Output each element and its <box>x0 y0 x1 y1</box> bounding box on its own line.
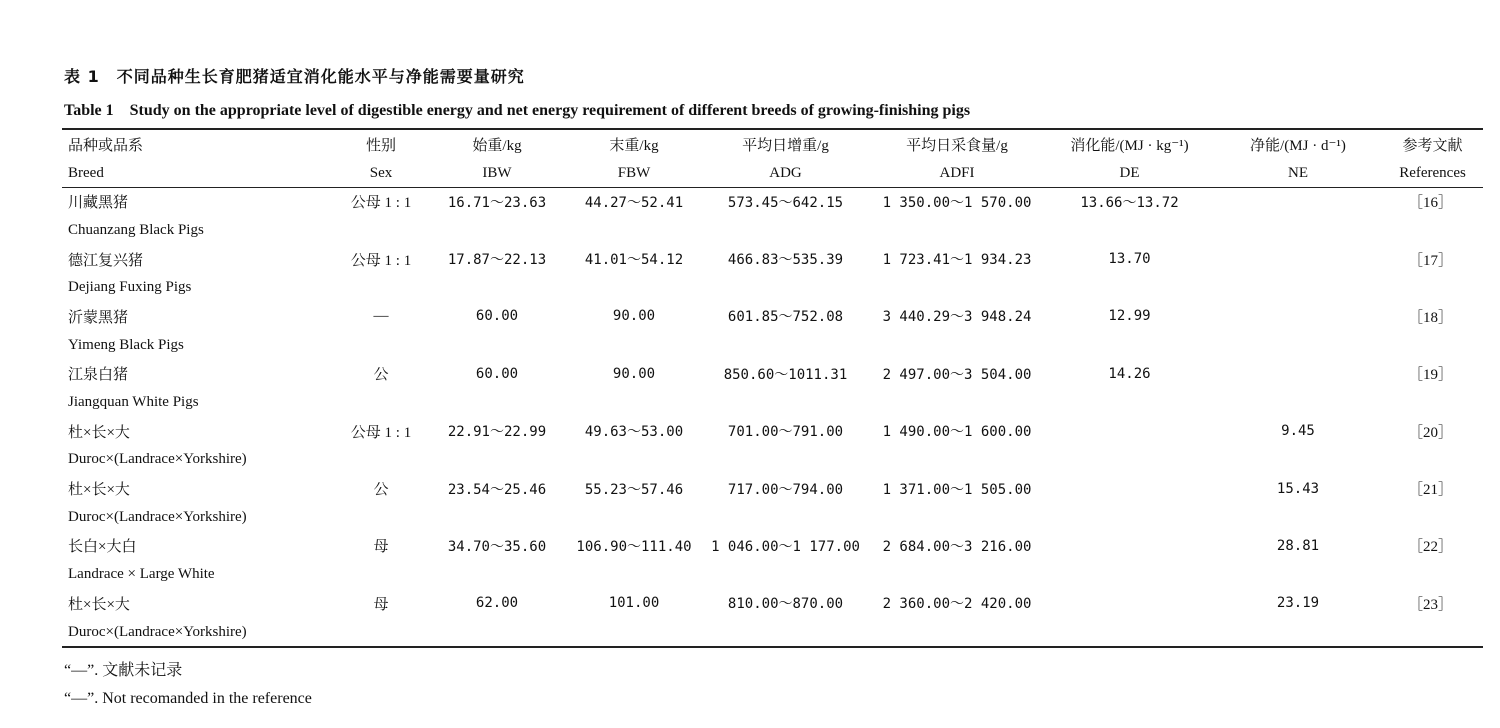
cell-adfi: 2 684.00～3 216.00 <box>882 538 1032 555</box>
cell-breed-en: Jiangquan White Pigs <box>68 394 199 411</box>
cell-ref: ［23］ <box>1407 596 1453 613</box>
cell-ne: 15.43 <box>1276 480 1320 497</box>
cell-ibw: 60.00 <box>475 365 519 382</box>
cell-breed-cn: 杜×长×大 <box>68 596 130 613</box>
cell-adg: 810.00～870.00 <box>727 596 844 613</box>
cell-adfi: 1 490.00～1 600.00 <box>882 424 1032 441</box>
cell-ibw: 60.00 <box>475 308 519 325</box>
cell-sex: 公母 1 : 1 <box>350 252 412 269</box>
cell-ibw: 34.70～35.60 <box>447 538 547 555</box>
cell-breed-en: Dejiang Fuxing Pigs <box>68 279 192 296</box>
table-caption-en: Table 1 Study on the appropriate level of digestible energy and net energy requirement of different breeds of growing-finishing pigs <box>64 102 971 119</box>
cell-breed-cn: 长白×大白 <box>68 539 137 556</box>
cell-ibw: 16.71～23.63 <box>447 194 547 211</box>
row-spacer <box>334 273 1483 302</box>
table-caption-cn: 表 1 不同品种生长育肥猪适宜消化能水平与净能需要量研究 <box>64 67 525 86</box>
row-spacer <box>334 216 1483 245</box>
cell-ref: ［16］ <box>1407 195 1453 212</box>
cell-fbw: 41.01～54.12 <box>584 252 684 269</box>
cell-ne <box>1214 245 1382 274</box>
header-row-cn <box>62 130 1483 159</box>
cell-breed-cn: 德江复兴猪 <box>68 252 144 269</box>
table-row <box>62 245 1483 274</box>
cell-adfi: 1 723.41～1 934.23 <box>882 252 1032 269</box>
table-row <box>62 360 1483 389</box>
cell-breed-en: Landrace × Large White <box>68 566 215 583</box>
header-adg-en: ADG <box>769 164 802 181</box>
cell-de <box>1045 474 1214 503</box>
footnote-cn: “—”. 文献未记录 <box>64 662 183 679</box>
row-spacer <box>334 388 1483 417</box>
table-row-en <box>62 388 1483 417</box>
cell-breed-en: Yimeng Black Pigs <box>68 336 184 353</box>
cell-ne <box>1214 187 1382 216</box>
cell-adg: 601.85～752.08 <box>727 309 844 326</box>
row-spacer <box>334 560 1483 589</box>
cell-sex: 母 <box>373 539 389 556</box>
header-fbw-en: FBW <box>617 164 651 181</box>
cell-adg: 466.83～535.39 <box>727 252 844 269</box>
cell-ref: ［17］ <box>1407 252 1453 269</box>
cell-ne: 28.81 <box>1276 537 1320 554</box>
cell-fbw: 55.23～57.46 <box>584 481 684 498</box>
cell-breed-en: Chuanzang Black Pigs <box>68 221 204 238</box>
cell-adg: 1 046.00～1 177.00 <box>711 538 860 555</box>
cell-adfi: 2 360.00～2 420.00 <box>882 596 1032 613</box>
cell-sex: 公 <box>373 367 389 384</box>
table-row <box>62 302 1483 331</box>
table-row-en <box>62 273 1483 302</box>
header-breed-en: Breed <box>68 164 104 181</box>
table-row-en <box>62 446 1483 475</box>
header-adfi-cn: 平均日采食量/g <box>906 137 1008 154</box>
header-ref-cn: 参考文献 <box>1402 137 1463 154</box>
cell-adfi: 1 350.00～1 570.00 <box>882 194 1032 211</box>
cell-ibw: 23.54～25.46 <box>447 481 547 498</box>
cell-ibw: 22.91～22.99 <box>447 424 547 441</box>
cell-adg: 850.60～1011.31 <box>723 366 848 383</box>
cell-breed-cn: 杜×长×大 <box>68 424 130 441</box>
cell-sex: — <box>373 307 389 324</box>
cell-adg: 717.00～794.00 <box>727 481 844 498</box>
cell-breed-cn: 杜×长×大 <box>68 482 130 499</box>
header-de-cn: 消化能/(MJ · kg⁻¹) <box>1070 137 1189 154</box>
cell-breed-en: Duroc×(Landrace×Yorkshire) <box>68 623 247 640</box>
table-row-en <box>62 216 1483 245</box>
table-body <box>62 187 1483 646</box>
table-row <box>62 589 1483 618</box>
cell-de: 14.26 <box>1108 365 1151 382</box>
cell-fbw: 49.63～53.00 <box>584 424 684 441</box>
table-row <box>62 532 1483 561</box>
cell-breed-cn: 沂蒙黑猪 <box>68 309 129 326</box>
footnote-en: “—”. Not recomanded in the reference <box>64 690 312 707</box>
cell-sex: 公 <box>373 482 389 499</box>
row-spacer <box>334 446 1483 475</box>
cell-ref: ［18］ <box>1407 309 1453 326</box>
cell-de: 13.70 <box>1108 251 1151 268</box>
table-row <box>62 417 1483 446</box>
cell-breed-en: Duroc×(Landrace×Yorkshire) <box>68 451 247 468</box>
cell-ref: ［21］ <box>1407 482 1453 499</box>
table-header <box>62 130 1483 187</box>
header-ne-cn: 净能/(MJ · d⁻¹) <box>1250 137 1346 154</box>
cell-de <box>1045 589 1214 618</box>
cell-breed-en: Duroc×(Landrace×Yorkshire) <box>68 508 247 525</box>
cell-de: 13.66～13.72 <box>1080 194 1179 211</box>
cell-sex: 公母 1 : 1 <box>350 424 412 441</box>
cell-sex: 公母 1 : 1 <box>350 195 412 212</box>
header-row-en <box>62 159 1483 188</box>
cell-ne <box>1214 360 1382 389</box>
table-row-en <box>62 560 1483 589</box>
cell-adfi: 3 440.29～3 948.24 <box>882 309 1032 326</box>
header-adfi-en: ADFI <box>939 164 975 181</box>
cell-fbw: 90.00 <box>612 308 656 325</box>
cell-ne: 9.45 <box>1281 423 1315 440</box>
cell-ref: ［19］ <box>1407 367 1453 384</box>
cell-breed-cn: 江泉白猪 <box>68 367 129 384</box>
cell-ibw: 17.87～22.13 <box>447 252 547 269</box>
cell-fbw: 101.00 <box>608 595 660 612</box>
table-row <box>62 187 1483 216</box>
cell-de <box>1045 417 1214 446</box>
cell-breed-cn: 川藏黑猪 <box>68 195 129 212</box>
row-spacer <box>334 331 1483 360</box>
cell-ne: 23.19 <box>1276 595 1320 612</box>
row-spacer <box>334 618 1483 647</box>
data-table <box>62 130 1483 646</box>
header-ne-en: NE <box>1288 164 1308 181</box>
header-adg-cn: 平均日增重/g <box>742 137 829 154</box>
table-row-en <box>62 618 1483 647</box>
header-sex-en: Sex <box>369 164 393 181</box>
header-fbw-cn: 末重/kg <box>609 137 659 154</box>
cell-de <box>1045 532 1214 561</box>
cell-fbw: 44.27～52.41 <box>584 194 684 211</box>
row-spacer <box>334 503 1483 532</box>
header-de-en: DE <box>1119 164 1140 181</box>
cell-ref: ［20］ <box>1407 424 1453 441</box>
header-ibw-en: IBW <box>482 164 512 181</box>
header-breed-cn: 品种或品系 <box>68 137 144 154</box>
table-row <box>62 474 1483 503</box>
header-sex-cn: 性别 <box>365 137 396 154</box>
cell-sex: 母 <box>373 596 389 613</box>
header-ref-en: References <box>1399 164 1466 181</box>
header-ibw-cn: 始重/kg <box>472 137 522 154</box>
cell-ref: ［22］ <box>1407 539 1453 556</box>
cell-adg: 701.00～791.00 <box>727 424 844 441</box>
cell-adfi: 1 371.00～1 505.00 <box>882 481 1032 498</box>
cell-fbw: 90.00 <box>612 365 656 382</box>
cell-ibw: 62.00 <box>475 595 519 612</box>
cell-adfi: 2 497.00～3 504.00 <box>882 366 1032 383</box>
cell-fbw: 106.90～111.40 <box>576 538 692 555</box>
table-row-en <box>62 331 1483 360</box>
cell-ne <box>1214 302 1382 331</box>
cell-de: 12.99 <box>1108 308 1151 325</box>
table-row-en <box>62 503 1483 532</box>
cell-adg: 573.45～642.15 <box>727 194 844 211</box>
